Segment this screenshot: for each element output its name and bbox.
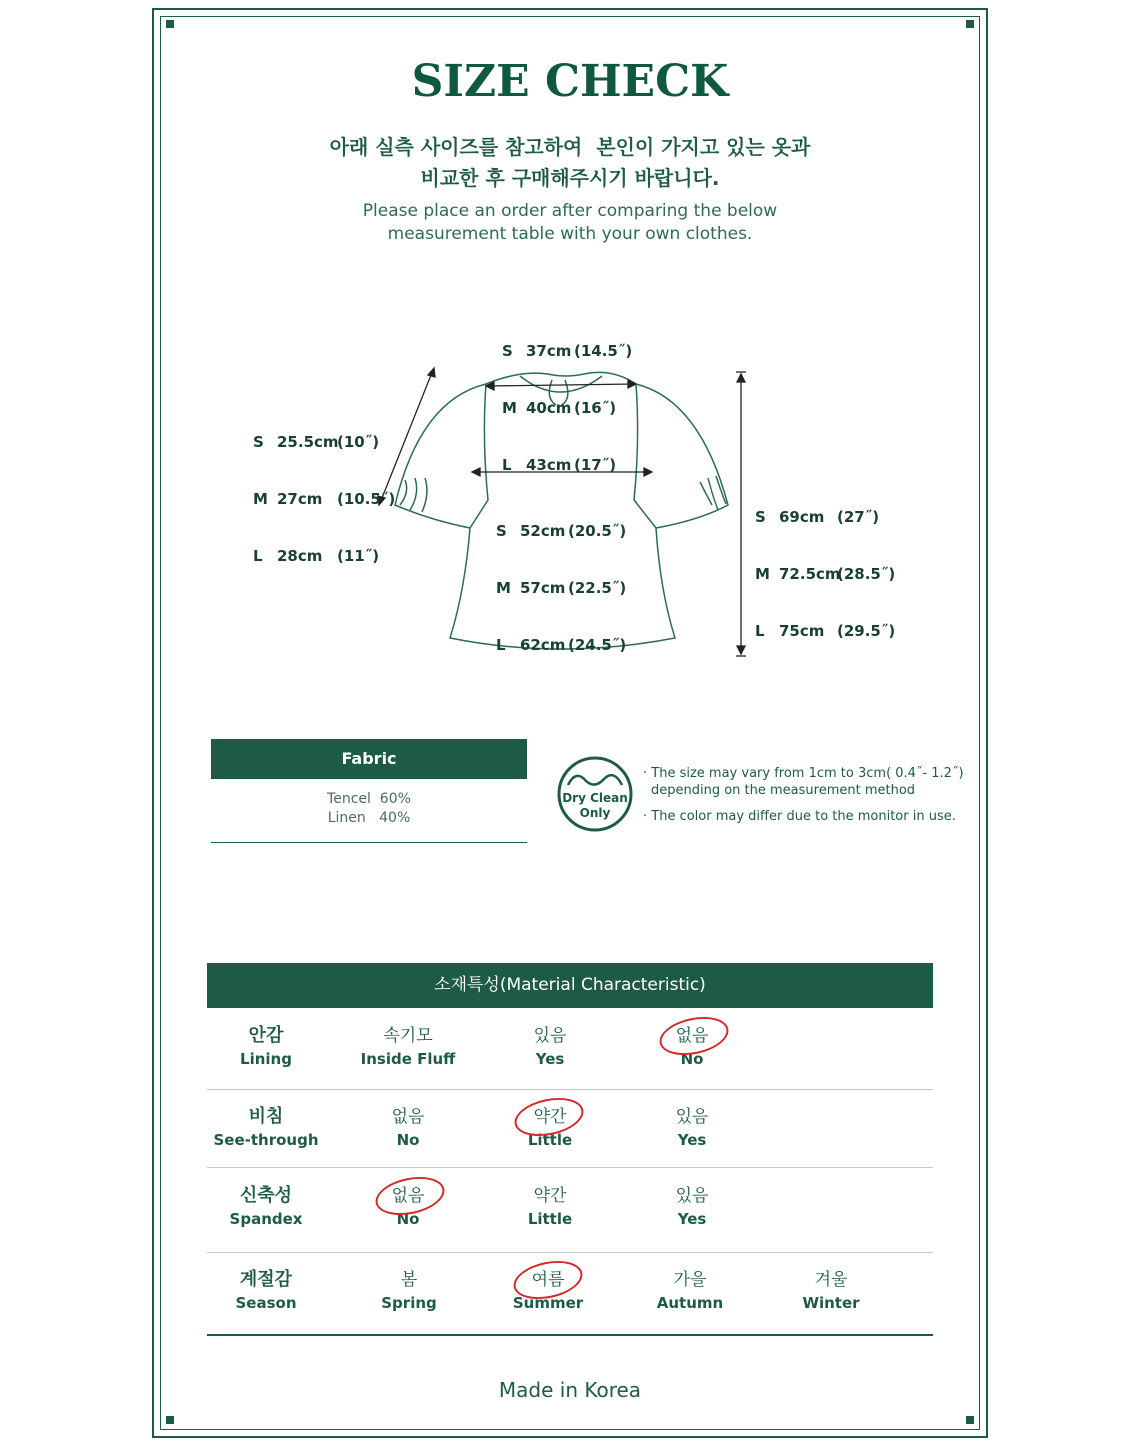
sleeve-measurements bbox=[253, 395, 395, 585]
row-divider bbox=[207, 1089, 933, 1090]
option-kr: 가을 bbox=[673, 1270, 707, 1290]
inch-value: (27˝) bbox=[837, 508, 880, 526]
inch-value: (24.5˝) bbox=[568, 636, 627, 654]
material-row-lining bbox=[207, 1016, 933, 1090]
option-kr: 봄 bbox=[400, 1270, 418, 1290]
option-cell bbox=[343, 1105, 473, 1151]
length-row-s bbox=[755, 508, 895, 527]
fabric-line-1: Tencel 60% bbox=[327, 791, 411, 807]
option-en: No bbox=[680, 1050, 704, 1068]
fabric-composition bbox=[211, 790, 527, 828]
option-kr: 여름 bbox=[531, 1270, 565, 1290]
option-kr: 없음 bbox=[391, 1186, 425, 1206]
option-en: Yes bbox=[535, 1050, 565, 1068]
fabric-line-2: Linen 40% bbox=[327, 810, 411, 826]
inch-value: (17˝) bbox=[574, 456, 617, 474]
fabric-heading: Fabric bbox=[211, 739, 527, 779]
option-kr: 있음 bbox=[675, 1107, 709, 1127]
material-heading: 소재특성(Material Characteristic) bbox=[207, 963, 933, 1008]
note-size-variance-line-2: depending on the measurement method bbox=[651, 783, 916, 798]
option-en: Spring bbox=[381, 1294, 437, 1312]
intro-english-line-1: Please place an order after comparing the below bbox=[362, 201, 778, 221]
dry-clean-label bbox=[556, 791, 634, 821]
size-label: S bbox=[253, 433, 264, 451]
cm-value: 25.5cm bbox=[277, 433, 339, 451]
option-en: Winter bbox=[802, 1294, 860, 1312]
size-label: M bbox=[502, 399, 517, 417]
sleeve-row-l bbox=[253, 547, 395, 566]
size-label: L bbox=[496, 636, 506, 654]
page-title: SIZE CHECK bbox=[411, 56, 729, 107]
inch-value: (10.5˝) bbox=[337, 490, 396, 508]
option-kr: 없음 bbox=[391, 1107, 425, 1127]
inch-value: (14.5˝) bbox=[574, 342, 633, 360]
option-en: No bbox=[396, 1131, 420, 1149]
length-row-l bbox=[755, 622, 895, 641]
option-en: Yes bbox=[677, 1131, 707, 1149]
size-label: S bbox=[502, 342, 513, 360]
inch-value: (29.5˝) bbox=[837, 622, 896, 640]
row-header bbox=[201, 1105, 331, 1151]
length-row-m bbox=[755, 565, 895, 584]
cm-value: 27cm bbox=[277, 490, 323, 508]
option-cell bbox=[766, 1268, 896, 1314]
row-header-en: Lining bbox=[240, 1050, 292, 1068]
option-cell bbox=[625, 1268, 755, 1314]
cm-value: 62cm bbox=[520, 636, 566, 654]
option-cell bbox=[344, 1268, 474, 1314]
table-bottom-rule bbox=[207, 1334, 933, 1336]
option-kr: 약간 bbox=[533, 1107, 567, 1127]
cm-value: 37cm bbox=[526, 342, 572, 360]
option-en: Little bbox=[527, 1210, 573, 1228]
note-color-variance: · The color may differ due to the monitor in use. bbox=[643, 809, 956, 824]
option-cell bbox=[485, 1184, 615, 1230]
sleeve-row-m bbox=[253, 490, 395, 509]
row-header-kr: 비침 bbox=[248, 1106, 284, 1127]
note-size-variance-line-1: · The size may vary from 1cm to 3cm( 0.4˝- 1.2˝) bbox=[643, 766, 964, 781]
inch-value: (11˝) bbox=[337, 547, 380, 565]
size-label: L bbox=[253, 547, 263, 565]
option-cell bbox=[627, 1105, 757, 1151]
cm-value: 75cm bbox=[779, 622, 825, 640]
fabric-divider bbox=[211, 842, 527, 843]
size-label: M bbox=[253, 490, 268, 508]
material-row-spandex bbox=[207, 1176, 933, 1252]
row-header bbox=[201, 1268, 331, 1314]
option-cell bbox=[485, 1024, 615, 1070]
option-kr: 속기모 bbox=[383, 1026, 433, 1046]
shoulder-row-s bbox=[502, 342, 632, 361]
intro-korean-line-1: 아래 실측 사이즈를 참고하여 본인이 가지고 있는 옷과 bbox=[329, 135, 811, 159]
corner-square-bottom-right bbox=[966, 1416, 974, 1424]
intro-korean-line-2: 비교한 후 구매해주시기 바랍니다. bbox=[420, 166, 720, 190]
inch-value: (10˝) bbox=[337, 433, 380, 451]
cm-value: 52cm bbox=[520, 522, 566, 540]
intro-english-line-2: measurement table with your own clothes. bbox=[387, 224, 753, 244]
row-header-en: Spandex bbox=[229, 1210, 303, 1228]
size-label: L bbox=[755, 622, 765, 640]
made-in-label: Made in Korea bbox=[498, 1378, 642, 1402]
option-en: No bbox=[396, 1210, 420, 1228]
material-row-season bbox=[207, 1260, 933, 1334]
option-en: Autumn bbox=[656, 1294, 724, 1312]
cm-value: 72.5cm bbox=[779, 565, 841, 583]
dry-clean-icon bbox=[556, 755, 634, 833]
option-en: Little bbox=[527, 1131, 573, 1149]
option-kr: 있음 bbox=[675, 1186, 709, 1206]
option-cell bbox=[343, 1024, 473, 1070]
option-cell bbox=[627, 1184, 757, 1230]
cm-value: 43cm bbox=[526, 456, 572, 474]
row-divider bbox=[207, 1252, 933, 1253]
chest-measurements bbox=[496, 484, 626, 674]
option-en: Inside Fluff bbox=[360, 1050, 456, 1068]
chest-row-l bbox=[496, 636, 626, 655]
option-kr: 없음 bbox=[675, 1026, 709, 1046]
inch-value: (22.5˝) bbox=[568, 579, 627, 597]
cm-value: 28cm bbox=[277, 547, 323, 565]
row-header-en: Season bbox=[235, 1294, 297, 1312]
note-size-variance bbox=[643, 765, 964, 799]
option-en: Summer bbox=[512, 1294, 584, 1312]
row-divider bbox=[207, 1167, 933, 1168]
cm-value: 40cm bbox=[526, 399, 572, 417]
size-label: L bbox=[502, 456, 512, 474]
size-notes bbox=[643, 765, 964, 834]
row-header bbox=[201, 1024, 331, 1070]
shoulder-row-l bbox=[502, 456, 632, 475]
option-kr: 있음 bbox=[533, 1026, 567, 1046]
length-measurements bbox=[755, 470, 895, 660]
cm-value: 69cm bbox=[779, 508, 825, 526]
inch-value: (16˝) bbox=[574, 399, 617, 417]
inch-value: (20.5˝) bbox=[568, 522, 627, 540]
size-label: S bbox=[496, 522, 507, 540]
shoulder-row-m bbox=[502, 399, 632, 418]
sleeve-row-s bbox=[253, 433, 395, 452]
size-label: S bbox=[755, 508, 766, 526]
row-header bbox=[201, 1184, 331, 1230]
dry-clean-line-2: Only bbox=[579, 806, 611, 820]
row-header-kr: 계절감 bbox=[239, 1269, 293, 1290]
cm-value: 57cm bbox=[520, 579, 566, 597]
row-header-kr: 신축성 bbox=[239, 1185, 293, 1206]
chest-row-s bbox=[496, 522, 626, 541]
option-en: Yes bbox=[677, 1210, 707, 1228]
material-row-see-through bbox=[207, 1097, 933, 1167]
option-kr: 약간 bbox=[533, 1186, 567, 1206]
shoulder-measurements bbox=[502, 304, 632, 494]
option-kr: 겨울 bbox=[814, 1270, 848, 1290]
inch-value: (28.5˝) bbox=[837, 565, 896, 583]
corner-square-bottom-left bbox=[166, 1416, 174, 1424]
row-header-en: See-through bbox=[213, 1131, 319, 1149]
chest-row-m bbox=[496, 579, 626, 598]
row-header-kr: 안감 bbox=[248, 1025, 284, 1046]
dry-clean-line-1: Dry Clean bbox=[562, 791, 628, 805]
size-label: M bbox=[755, 565, 770, 583]
size-label: M bbox=[496, 579, 511, 597]
